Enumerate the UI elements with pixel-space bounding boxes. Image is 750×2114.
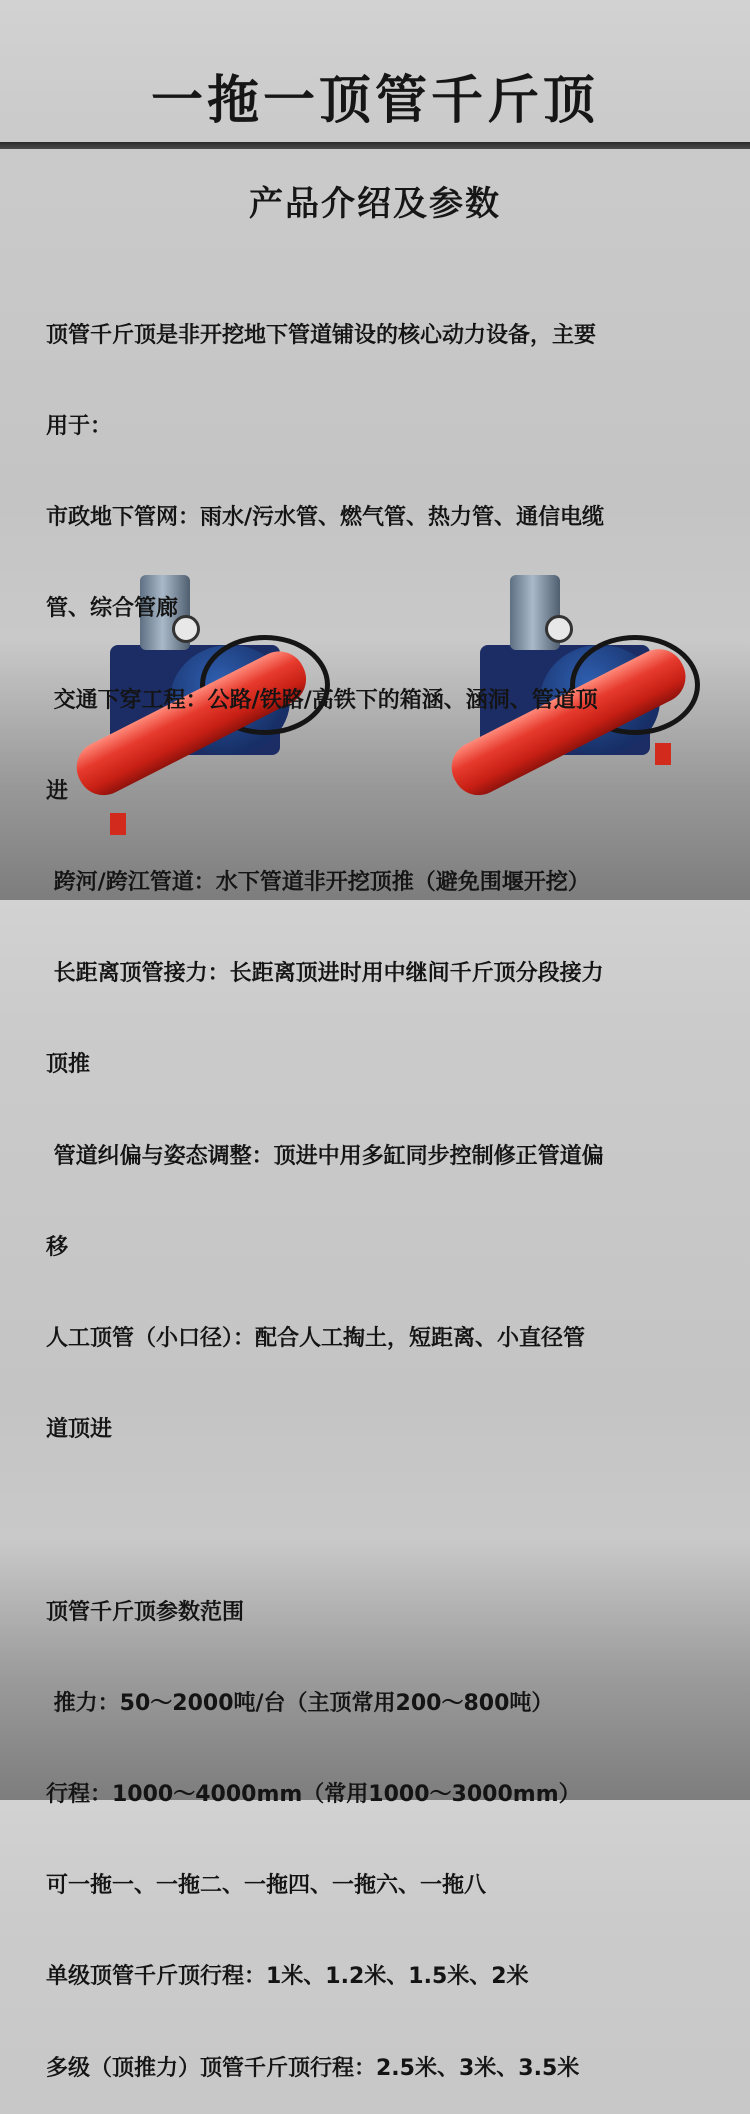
- intro-line: 进: [46, 778, 69, 804]
- intro-line: 长距离顶管接力：长距离顶进时用中继间千斤顶分段接力: [46, 961, 604, 987]
- intro-line: 跨河/跨江管道：水下管道非开挖顶推（避免围堰开挖）: [46, 870, 590, 896]
- param-line: 推力：50～2000吨/台（主顶常用200～800吨）: [46, 1690, 554, 1716]
- divider: [0, 142, 750, 149]
- params-heading: 顶管千斤顶参数范围: [46, 1599, 245, 1625]
- intro-line: 顶推: [46, 1052, 91, 1078]
- intro-line: 人工顶管（小口径）：配合人工掏土，短距离、小直径管: [46, 1326, 586, 1352]
- product-description: [46, 260, 726, 2114]
- page-title: 一拖一顶管千斤顶: [150, 71, 599, 131]
- intro-line: 移: [46, 1234, 69, 1260]
- intro-line: 交通下穿工程：公路/铁路/高铁下的箱涵、涵洞、管道顶: [46, 687, 598, 713]
- header: [0, 0, 750, 142]
- intro-line: 市政地下管网：雨水/污水管、燃气管、热力管、通信电缆: [46, 505, 605, 531]
- section-title: 产品介绍及参数: [249, 184, 501, 224]
- param-line: 行程：1000～4000mm（常用1000～3000mm）: [46, 1782, 581, 1808]
- intro-line: 顶管千斤顶是非开挖地下管道铺设的核心动力设备，主要: [46, 322, 597, 348]
- intro-line: 道顶进: [46, 1417, 113, 1443]
- param-line: 单级顶管千斤顶行程：1米、1.2米、1.5米、2米: [46, 1964, 529, 1990]
- intro-line: 管道纠偏与姿态调整：顶进中用多缸同步控制修正管道偏: [46, 1143, 604, 1169]
- intro-line: 用于：: [46, 414, 113, 440]
- param-line: 多级（顶推力）顶管千斤顶行程：2.5米、3米、3.5米: [46, 2055, 580, 2081]
- param-line: 可一拖一、一拖二、一拖四、一拖六、一拖八: [46, 1873, 487, 1899]
- intro-line: 管、综合管廊: [46, 596, 179, 622]
- spacer: [46, 1506, 726, 1536]
